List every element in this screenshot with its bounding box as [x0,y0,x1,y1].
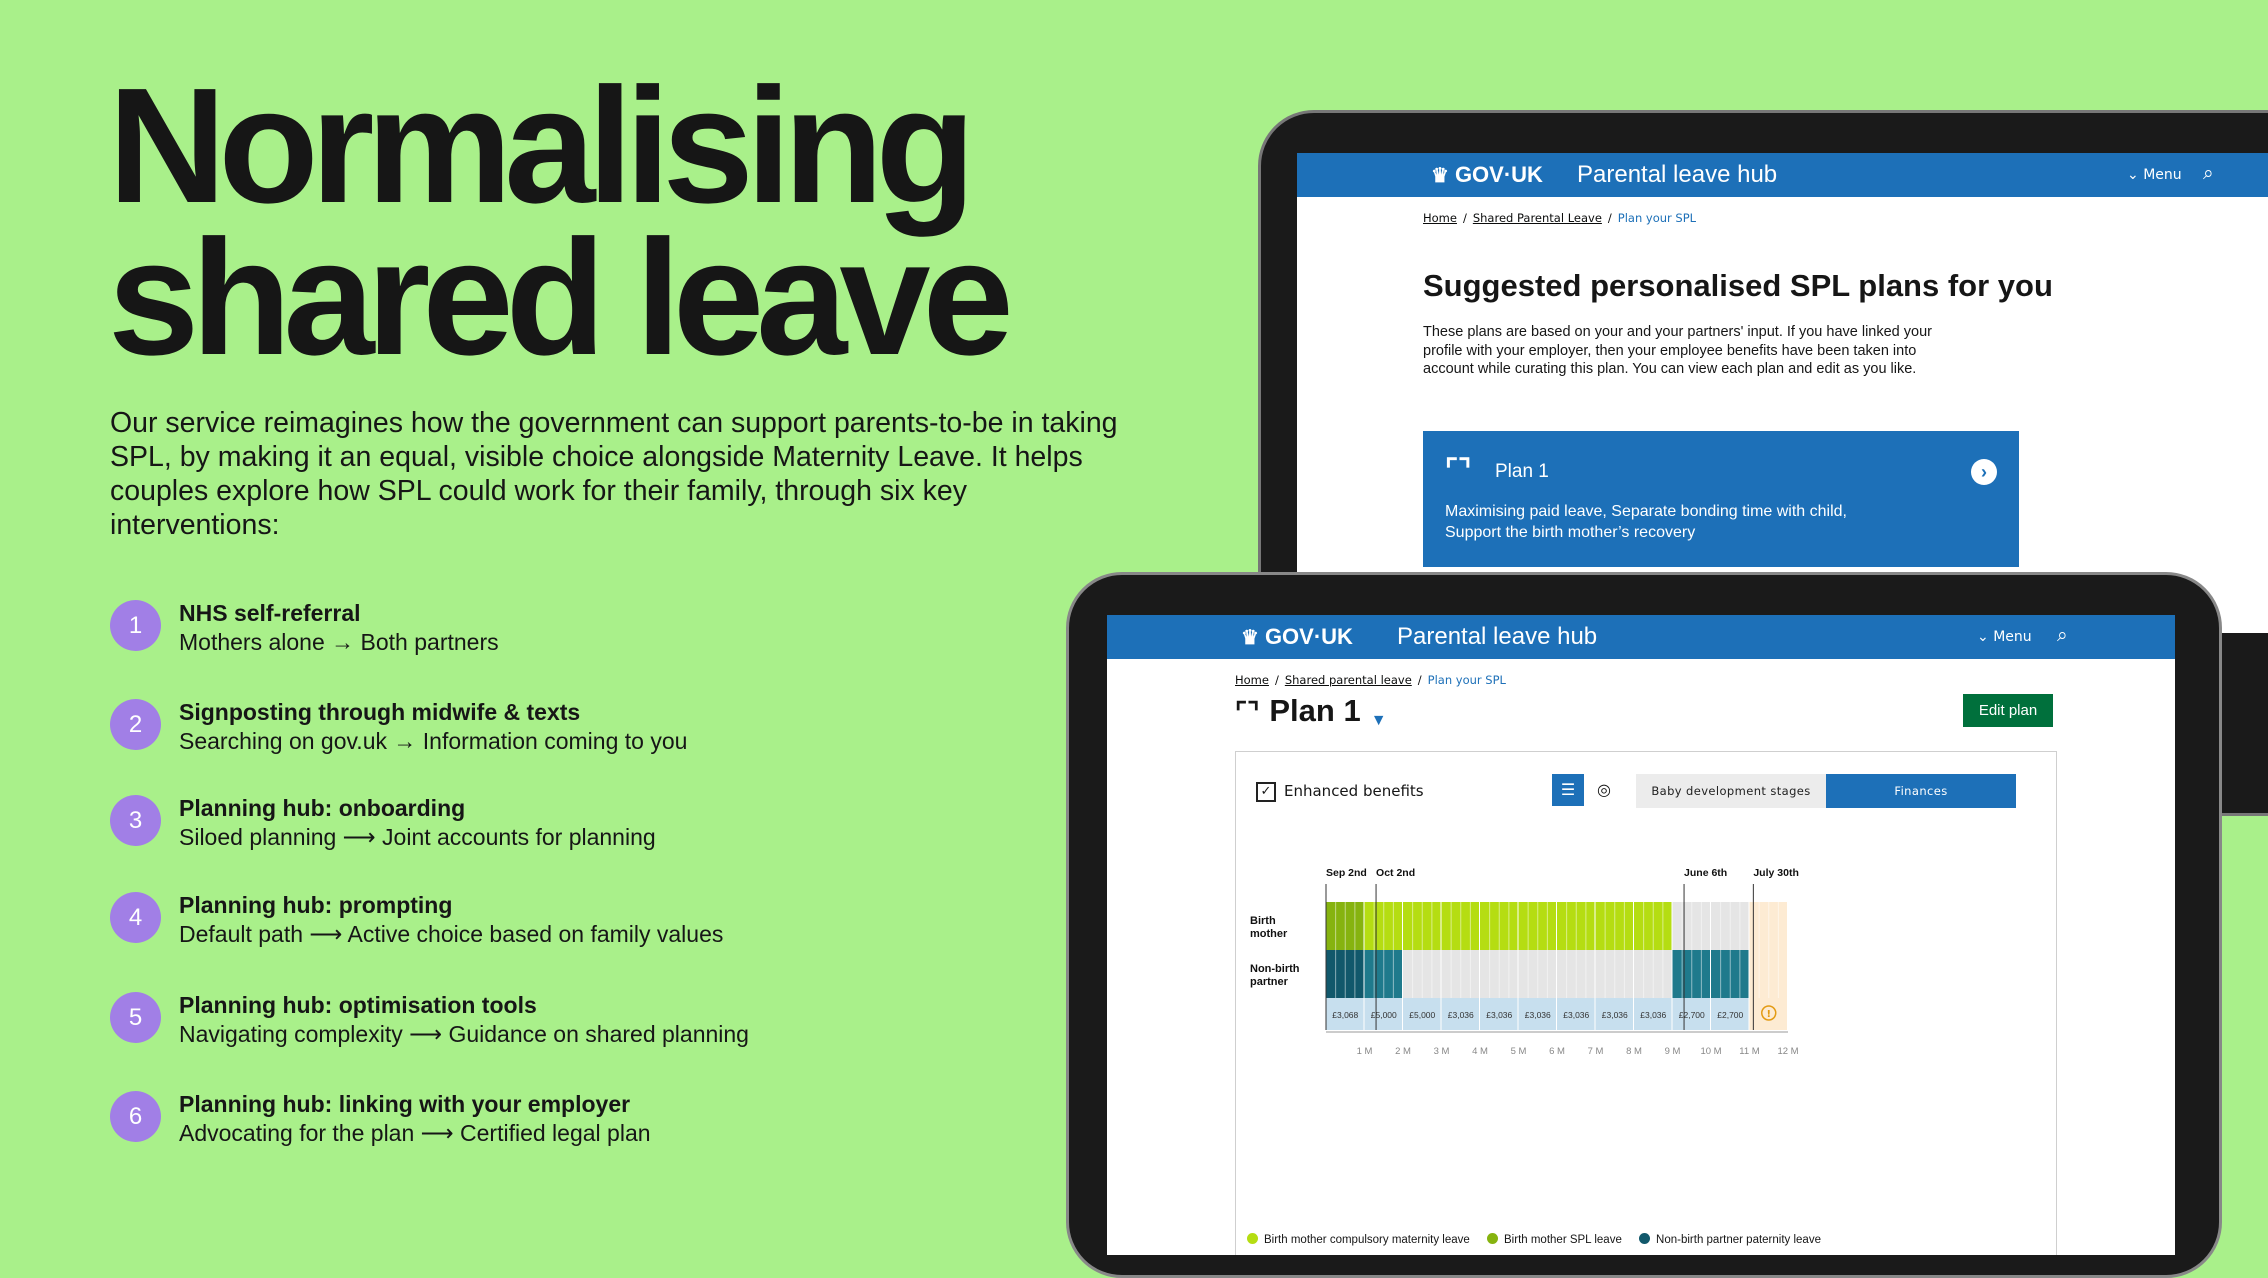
headline-line-2: shared leave [108,206,1006,389]
x-tick-label: 12 M [1777,1046,1799,1057]
x-tick-label: 9 M [1664,1046,1681,1057]
intervention-title: Planning hub: linking with your employer [179,1091,631,1117]
focus-icon: ⌜⌝ [1445,454,1472,485]
chevron-down-icon: ⌄ [2127,167,2144,183]
menu-button[interactable]: ⌄ Menu [1977,629,2032,645]
chart-legend [1247,1233,1835,1246]
gov-uk-logo[interactable]: ♛ GOV·UK [1431,162,1543,187]
pay-label: £3,036 [1447,1010,1474,1020]
intervention-desc: Navigating complexity ⟶ Guidance on shared planning [179,1021,749,1047]
headline-line-1: Normalising [108,54,968,237]
tablet-front [1066,572,2222,1278]
row-label: Non-birth [1250,963,1300,975]
plan-card[interactable] [1423,431,2019,567]
crown-icon: ♛ [1241,627,1259,649]
x-tick-label: 10 M [1700,1046,1722,1057]
chevron-down-icon: ⌄ [1977,629,1994,645]
breadcrumb-spl[interactable]: Shared Parental Leave [1472,211,1602,225]
gov-header [1297,153,2268,197]
intervention-desc: Advocating for the plan ⟶ Certified legal plan [179,1120,651,1146]
pay-label: £3,036 [1524,1010,1551,1020]
legend-item: Birth mother SPL leave [1487,1234,1622,1246]
breadcrumb-current[interactable]: Plan your SPL [1427,673,1506,687]
enhanced-benefits-label: Enhanced benefits [1284,782,1424,800]
gov-header [1107,615,2175,659]
search-icon[interactable]: ⌕ [2203,162,2214,184]
pay-label: £3,036 [1563,1010,1590,1020]
date-marker-label: June 6th [1684,867,1728,879]
step-badge: 6 [110,1091,161,1142]
x-tick-label: 7 M [1587,1046,1604,1057]
intervention-item [110,892,1010,962]
tab-baby-development[interactable]: Baby development stages [1636,774,1826,808]
pay-label: £3,036 [1486,1010,1513,1020]
dot-icon [1487,1233,1498,1244]
intervention-item [110,600,1010,670]
intervention-desc: Mothers alone → Both partners [179,629,499,655]
x-tick-label: 3 M [1433,1046,1450,1057]
headline [108,54,1006,389]
x-tick-label: 11 M [1739,1046,1760,1057]
tab-finances[interactable]: Finances [1826,774,2016,808]
x-tick-label: 1 M [1356,1046,1373,1057]
target-view-icon[interactable]: ◎ [1597,780,1611,799]
breadcrumb: Home / Shared parental leave / Plan your SPL [1235,673,1506,687]
crown-icon: ♛ [1431,165,1449,187]
date-marker-label: Sep 2nd [1326,867,1367,879]
date-marker-label: July 30th [1753,867,1799,879]
step-badge: 3 [110,795,161,846]
date-marker-label: Oct 2nd [1376,867,1416,879]
page-title: Suggested personalised SPL plans for you [1423,268,2053,303]
search-icon[interactable]: ⌕ [2057,624,2068,646]
step-badge: 2 [110,699,161,750]
row-label: Birth [1250,915,1276,927]
x-tick-label: 5 M [1510,1046,1527,1057]
step-badge: 5 [110,992,161,1043]
pay-label: £2,700 [1678,1010,1705,1020]
x-tick-label: 8 M [1626,1046,1642,1057]
intervention-title: Planning hub: optimisation tools [179,992,537,1018]
pay-label: £2,700 [1717,1010,1744,1020]
breadcrumb-spl[interactable]: Shared parental leave [1284,673,1412,687]
legend-item: Non-birth partner paternity leave [1639,1234,1821,1246]
intervention-item [110,699,1010,769]
edit-plan-button[interactable]: Edit plan [1963,694,2053,727]
leave-timeline-chart [1236,802,2056,1255]
intervention-title: Planning hub: prompting [179,892,453,918]
caret-down-icon: ▼ [1370,712,1387,729]
timeline-view-icon[interactable]: ☰ [1552,774,1584,806]
plan-panel [1235,751,2057,1255]
back-screen [1297,153,2268,633]
pay-label: £3,068 [1332,1010,1359,1020]
front-screen [1107,615,2175,1255]
breadcrumb: Home / Shared Parental Leave / Plan your SPL [1423,211,1697,225]
service-name[interactable]: Parental leave hub [1577,161,1778,188]
intervention-title: Planning hub: onboarding [179,795,466,821]
dot-icon [1247,1233,1258,1244]
page-description: These plans are based on your and your partners' input. If you have linked your profile with your employer, then your employee benefits have been taken into account while curating this plan. You can view each plan and edit as you like. [1423,324,1932,377]
row-label: partner [1250,976,1288,988]
intervention-desc: Searching on gov.uk → Information coming to you [179,728,688,754]
pay-label: £3,036 [1601,1010,1628,1020]
chevron-right-icon[interactable]: › [1971,459,1997,485]
x-tick-label: 4 M [1472,1046,1488,1057]
intervention-title: NHS self-referral [179,600,361,626]
pay-label: £3,036 [1640,1010,1667,1020]
pay-label: £5,000 [1409,1010,1436,1020]
plan-title[interactable]: ⌜⌝ Plan 1 ▼ [1235,693,1387,729]
plan-card-desc: Maximising paid leave, Separate bonding time with child, Support the birth mother’s recovery [1445,503,1847,541]
step-badge: 4 [110,892,161,943]
legend-item: Birth mother compulsory maternity leave [1247,1234,1470,1246]
breadcrumb-current[interactable]: Plan your SPL [1617,211,1697,225]
intervention-item [110,795,1010,865]
warning-icon-mark: ! [1766,1009,1772,1020]
pay-label: £5,000 [1370,1010,1397,1020]
menu-button[interactable]: ⌄ Menu [2127,167,2182,183]
intro-paragraph: Our service reimagines how the government can support parents-to-be in taking SPL, by making it an equal, visible choice alongside Maternity Leave. It helps couples explore how SPL could work for their family, through six key interventions: [110,407,1118,541]
focus-icon: ⌜⌝ [1235,697,1260,727]
row-label: mother [1250,928,1288,940]
enhanced-benefits-checkbox[interactable]: ✓ [1256,782,1276,802]
x-tick-label: 6 M [1549,1046,1565,1057]
intervention-item [110,992,1010,1062]
plan-card-name: Plan 1 [1495,461,1549,482]
gov-uk-logo[interactable]: ♛ GOV·UK [1241,624,1353,649]
breadcrumb-home[interactable]: Home [1235,673,1269,687]
step-badge: 1 [110,600,161,651]
service-name[interactable]: Parental leave hub [1397,623,1598,650]
intervention-desc: Default path ⟶ Active choice based on family values [179,921,724,947]
x-tick-label: 2 M [1395,1046,1411,1057]
intervention-item [110,1091,1010,1161]
breadcrumb-home[interactable]: Home [1423,211,1457,225]
intervention-title: Signposting through midwife & texts [179,699,581,725]
intervention-desc: Siloed planning ⟶ Joint accounts for planning [179,824,656,850]
dot-icon [1639,1233,1650,1244]
